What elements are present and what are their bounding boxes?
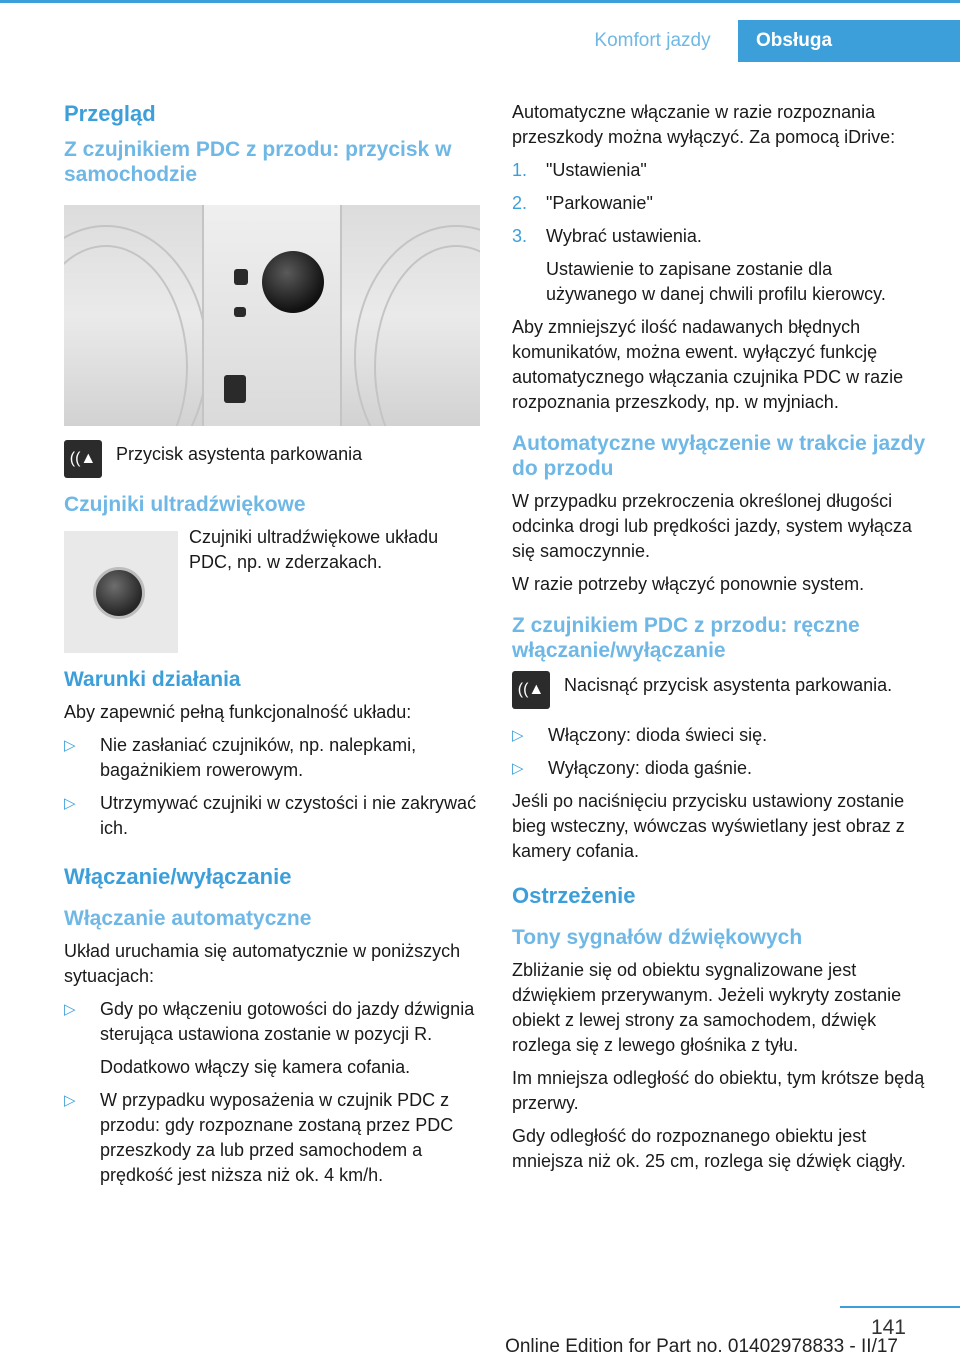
heading-overview: Przegląd	[64, 101, 156, 126]
list-item: ▷ Wyłączony: dioda gaśnie.	[512, 756, 928, 781]
left-column	[64, 100, 480, 1196]
edition-note: Online Edition for Part no. 01402978833 - II/17	[505, 1336, 898, 1357]
step-note: Ustawienie to zapisane zostanie dla używanego w danej chwili profilu kierowcy.	[546, 259, 886, 304]
conditions-intro: Aby zapewnić pełną funkcjonalność układu:	[64, 702, 412, 722]
heading-warning: Ostrzeżenie	[512, 883, 636, 908]
list-item: ▷ Utrzymywać czujniki w czystości i nie zakrywać ich.	[64, 791, 480, 841]
heading-manual: Z czujnikiem PDC z przodu: ręczne włączanie/wyłączanie	[512, 614, 860, 662]
heading-pdc-button: Z czujnikiem PDC z przodu: przycisk w samochodzie	[64, 138, 452, 186]
heading-on-off: Włączanie/wyłączanie	[64, 864, 292, 889]
auto-off-text-2: W razie potrzeby włączyć ponownie system.	[512, 574, 865, 594]
tones-text-2: Im mniejsza odległość do obiektu, tym krótsze będą przerwy.	[512, 1068, 925, 1113]
park-assist-icon: ((▲	[64, 440, 102, 478]
button-caption-row	[64, 440, 480, 478]
sensor-row	[64, 525, 480, 653]
sensors-text: Czujniki ultradźwiękowe układu PDC, np. w zderzakach.	[189, 527, 439, 572]
heading-auto-on: Włączanie automatyczne	[64, 907, 312, 930]
reverse-text: Jeśli po naciśnięciu przycisku ustawiony zostanie bieg wsteczny, wówczas wyświetlany jest obraz z kamery cofania.	[512, 791, 905, 861]
reduce-errors-text: Aby zmniejszyć ilość nadawanych błędnych komunikatów, można ewent. wyłączyć funkcję automatycznego włączania czujnika PDC w razie rozpoznania przeszkody, np. w myjniach.	[512, 317, 904, 412]
heading-sensors: Czujniki ultradźwiękowe	[64, 493, 306, 516]
header-rule	[0, 0, 960, 3]
auto-disable-intro: Automatyczne włączanie w razie rozpoznania przeszkody można wyłączyć. Za pomocą iDrive:	[512, 102, 896, 147]
step-item: 1. "Ustawienia"	[512, 160, 647, 180]
tones-text-1: Zbliżanie się od obiektu sygnalizowane jest dźwiękiem przerywanym. Jeżeli wykryty zostanie obiekt z lewej strony za samochodem, dźwięk rozlega się z lewego głośnika z tyłu.	[512, 960, 902, 1055]
console-photo	[64, 205, 480, 426]
right-column	[512, 100, 928, 1182]
list-item: ▷ Nie zasłaniać czujników, np. nalepkami, bagażnikiem rowerowym.	[64, 733, 480, 783]
footer-rule	[840, 1306, 960, 1308]
chapter-tab: Obsługa	[738, 20, 960, 62]
tones-text-3: Gdy odległość do rozpoznanego obiektu jest mniejsza niż ok. 25 cm, rozlega się dźwięk ciągły.	[512, 1126, 906, 1171]
ultrasonic-sensor-icon	[93, 567, 145, 619]
auto-on-intro: Układ uruchamia się automatycznie w poniższych sytuacjach:	[64, 941, 461, 986]
auto-on-list	[64, 997, 480, 1188]
manual-list	[512, 723, 928, 781]
step-item: 3. Wybrać ustawienia. Ustawienie to zapisane zostanie dla używanego w danej chwili profilu kierowcy.	[512, 224, 928, 307]
list-item: ▷ Gdy po włączeniu gotowości do jazdy dźwignia sterująca ustawiona zostanie w pozycji R. Dodatkowo włączy się kamera cofania.	[64, 997, 480, 1080]
idrive-steps	[512, 158, 928, 307]
manual-button-text: Nacisnąć przycisk asystenta parkowania.	[564, 675, 893, 695]
section-tab: Komfort jazdy	[594, 30, 711, 51]
manual-button-row	[512, 671, 928, 709]
idrive-controller	[262, 251, 324, 313]
list-item: ▷ Włączony: dioda świeci się.	[512, 723, 928, 748]
auto-off-text: W przypadku przekroczenia określonej długości odcinka drogi lub prędkości jazdy, system wyłącza się samoczynnie.	[512, 491, 912, 561]
conditions-list	[64, 733, 480, 841]
step-item: 2. "Parkowanie"	[512, 193, 653, 213]
list-item: ▷ W przypadku wyposażenia w czujnik PDC z przodu: gdy rozpoznane zostaną przez PDC przeszkody za lub przed samochodem a prędkość jest niższa niż ok. 4 km/h.	[64, 1088, 480, 1188]
list-item-note: Dodatkowo włączy się kamera cofania.	[100, 1057, 411, 1077]
page-header	[0, 0, 960, 62]
heading-conditions: Warunki działania	[64, 668, 241, 691]
heading-tones: Tony sygnałów dźwiękowych	[512, 926, 803, 949]
heading-auto-off: Automatyczne wyłączenie w trakcie jazdy do przodu	[512, 432, 926, 480]
sensor-photo	[64, 531, 178, 653]
park-assist-icon: ((▲	[512, 671, 550, 709]
page-number: 141	[870, 1316, 906, 1339]
button-caption: Przycisk asystenta parkowania	[116, 444, 363, 464]
